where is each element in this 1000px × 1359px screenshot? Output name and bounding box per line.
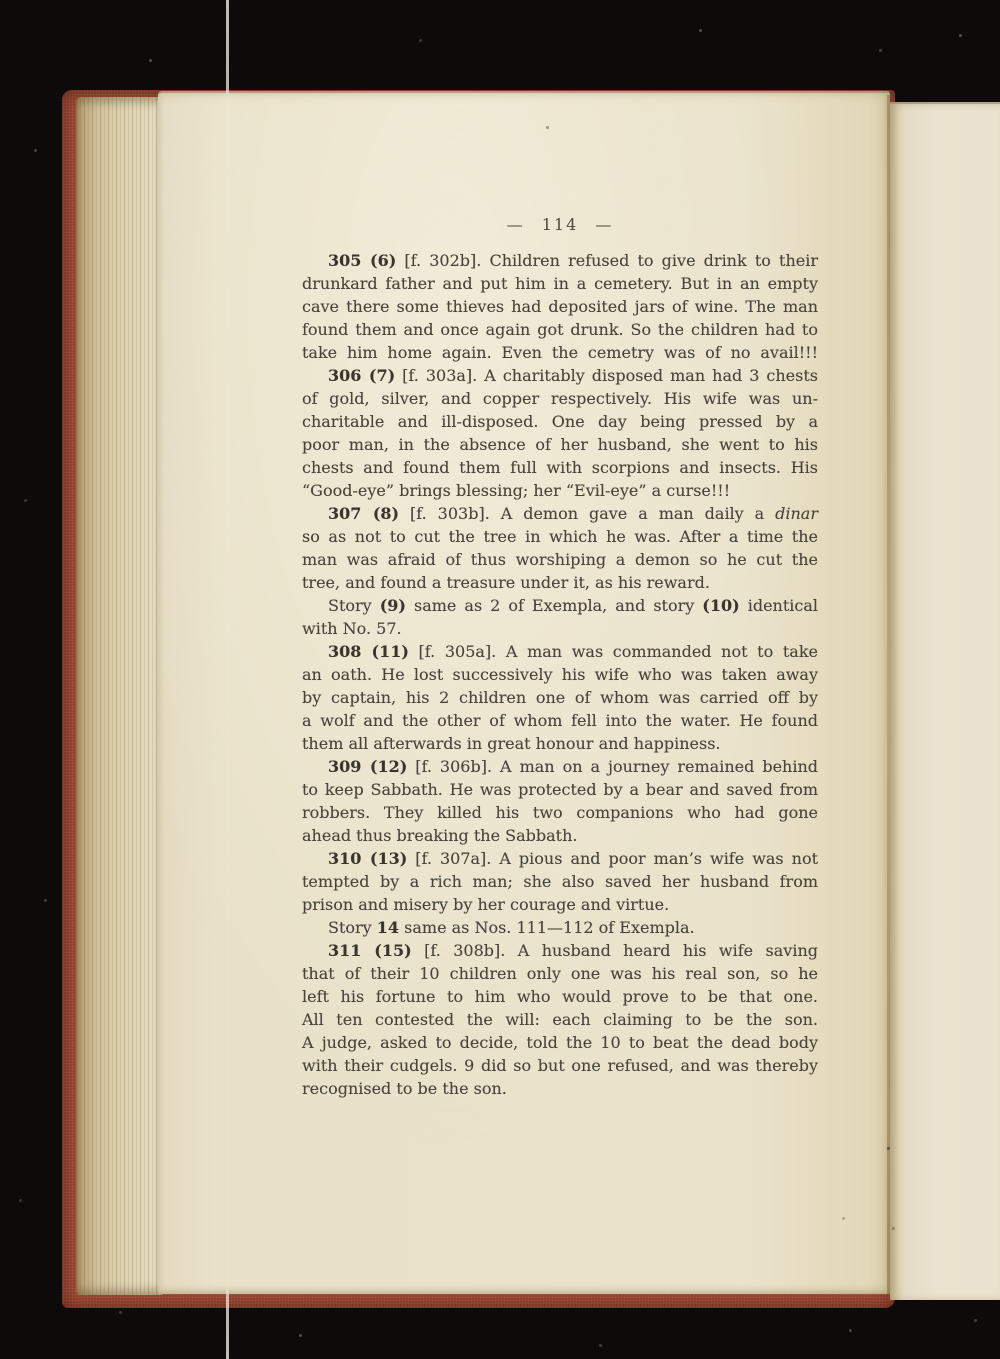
text-line: with their cudgels. 9 did so but one refused, and was thereby (302, 1056, 818, 1075)
text-line: A judge, asked to decide, told the 10 to beat the dead body (302, 1033, 818, 1052)
right-page (890, 102, 1000, 1300)
page-text (302, 249, 818, 1100)
text-line: chests and found them full with scorpions and insects. His (302, 458, 818, 477)
text-line: 309 (12) [f. 306b]. A man on a journey remained behind (328, 757, 819, 776)
text-line: of gold, silver, and copper respectively. His wife was un- (302, 389, 818, 408)
text-line: robbers. They killed his two companions who had gone (302, 803, 818, 822)
text-line: poor man, in the absence of her husband, she went to his (302, 435, 818, 454)
text-line: 306 (7) [f. 303a]. A charitably disposed man had 3 chests (328, 366, 818, 385)
text-line: 310 (13) [f. 307a]. A pious and poor man’s wife was not (328, 849, 819, 868)
text-line: man was afraid of thus worshiping a demon so he cut the (302, 550, 818, 569)
text-line: that of their 10 children only one was his real son, so he (302, 964, 818, 983)
text-line: them all afterwards in great honour and happiness. (302, 734, 721, 753)
text-line: found them and once again got drunk. So the children had to (302, 320, 818, 339)
text-line: left his fortune to him who would prove to be that one. (302, 987, 818, 1006)
text-line: tree, and found a treasure under it, as his reward. (302, 573, 710, 592)
text-line: with No. 57. (302, 619, 402, 638)
text-line: “Good-eye” brings blessing; her “Evil-eye” a curse!!! (302, 481, 731, 500)
text-line: to keep Sabbath. He was protected by a bear and saved from (302, 780, 818, 799)
text-line: so as not to cut the tree in which he was. After a time the (302, 527, 818, 546)
text-line: drunkard father and put him in a cemetery. But in an empty (302, 274, 818, 293)
text-line: 308 (11) [f. 305a]. A man was commanded not to take (328, 642, 819, 661)
page-number: — 114 — (506, 215, 614, 234)
text-line: tempted by a rich man; she also saved her husband from (302, 872, 818, 891)
text-line: by captain, his 2 children one of whom was carried off by (302, 688, 818, 707)
gutter-crease (887, 95, 890, 1295)
book-cradle-string (226, 0, 229, 1359)
text-line: a wolf and the other of whom fell into the water. He found (302, 711, 818, 730)
text-line: 307 (8) [f. 303b]. A demon gave a man daily a dinar (328, 504, 818, 523)
left-page (158, 91, 890, 1294)
text-line: recognised to be the son. (302, 1079, 507, 1098)
text-line: 311 (15) [f. 308b]. A husband heard his wife saving (328, 941, 818, 960)
text-line: an oath. He lost successively his wife who was taken away (302, 665, 818, 684)
text-line: 305 (6) [f. 302b]. Children refused to give drink to their (328, 251, 818, 270)
text-line: Story 14 same as Nos. 111—112 of Exempla. (328, 918, 695, 937)
text-line: Story (9) same as 2 of Exempla, and story (10) identical (328, 596, 819, 615)
text-line: cave there some thieves had deposited jars of wine. The man (302, 297, 818, 316)
text-line: take him home again. Even the cemetry was of no avail!!! (302, 343, 818, 362)
ink-specks (0, 0, 1, 1)
text-line: prison and misery by her courage and virtue. (302, 895, 670, 914)
text-line: ahead thus breaking the Sabbath. (302, 826, 578, 845)
page-edges (76, 97, 162, 1295)
text-line: charitable and ill-disposed. One day being pressed by a (302, 412, 818, 431)
text-line: All ten contested the will: each claiming to be the son. (302, 1010, 818, 1029)
